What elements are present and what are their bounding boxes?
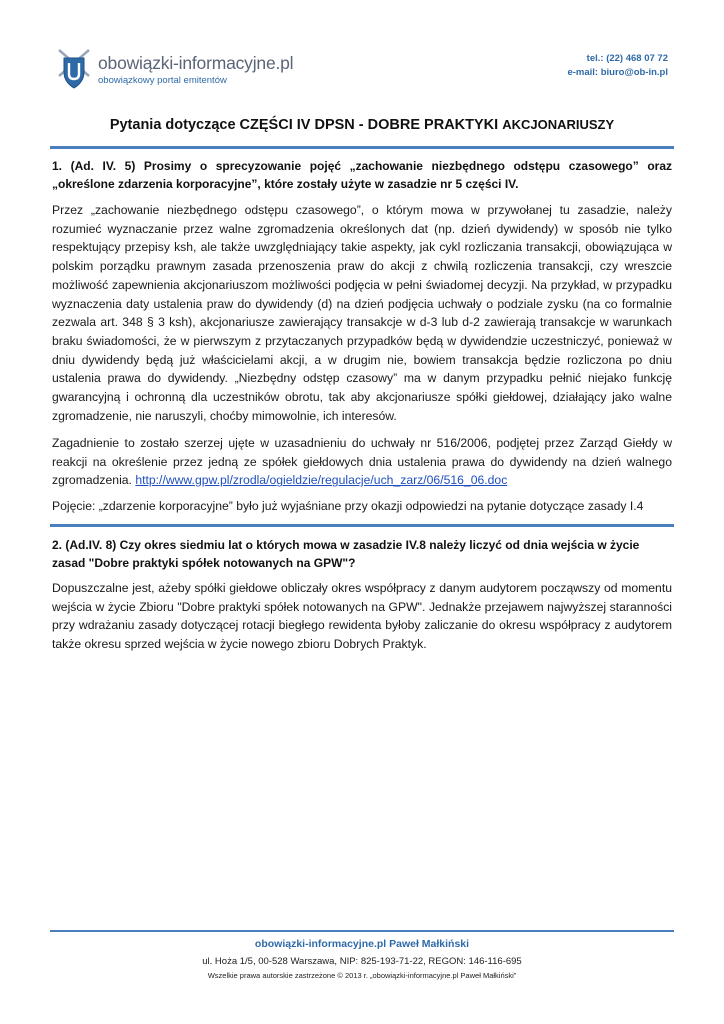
title-tail: AKCJONARIUSZY — [502, 117, 615, 132]
uchwala-516-link[interactable]: http://www.gpw.pl/zrodla/ogieldzie/regulacje/uch_zarz/06/516_06.doc — [135, 473, 508, 488]
section-divider — [50, 524, 674, 527]
question-1-heading: 1. (Ad. IV. 5) Prosimy o sprecyzowanie pojęć „zachowanie niezbędnego odstępu czasowego” oraz „określone zdarzenia korporacyjne”, które zostały użyte w zasadzie nr 5 części IV. — [52, 159, 672, 191]
logo-name: obowiązki-informacyjne.pl — [98, 53, 294, 73]
title-main: Pytania dotyczące CZĘŚCI IV DPSN - DOBRE PRAKTYKI — [109, 117, 499, 133]
question-1-reference-paragraph — [52, 434, 672, 490]
logo-tagline: obowiązkowy portal emitentów — [98, 75, 227, 86]
question-2-answer-paragraph: Dopuszczalne jest, ażeby spółki giełdowe obliczały okres współpracy z danym audytorem począwszy od momentu wejścia w życie Zbioru "Dobre praktyki spółek notowanych na GPW". Jednakże przejawem najwyższej staranności przy wdrażaniu zasady dotyczącej rotacji biegłego rewidenta byłoby zaliczanie do okresu współpracy z audytorem także okresu sprzed wejścia w życie nowego zbioru Dobrych Praktyk. — [52, 581, 672, 652]
footer-copyright: Wszelkie prawa autorskie zastrzeżone © 2013 r. „obowiązki-informacyjne.pl Paweł Małkiński” — [207, 971, 517, 980]
page-title — [52, 117, 672, 133]
section-divider — [50, 146, 674, 149]
reference-text: Zagadnienie to zostało szerzej ujęte w uzasadnieniu do uchwały nr 516/2006, podjętej przez Zarząd Giełdy w reakcji na określenie przez jedną ze spółek giełdowych dnia ustalenia prawa do dywidendy na dzień walnego zgromadzenia. — [52, 436, 672, 488]
footer-company: obowiązki-informacyjne.pl Paweł Małkiński — [254, 938, 470, 950]
shield-swords-icon — [56, 46, 92, 90]
email-text[interactable]: e-mail: biuro@ob-in.pl — [567, 67, 668, 78]
phone-text: tel.: (22) 468 07 72 — [586, 53, 668, 64]
footer-divider — [50, 930, 674, 932]
contact-info — [567, 52, 668, 80]
question-2-heading: 2. (Ad.IV. 8) Czy okres siedmiu lat o których mowa w zasadzie IV.8 należy liczyć od dnia wejścia w życie zasad "Dobre praktyki spółek notowanych na GPW"? — [52, 538, 640, 570]
question-1-note-paragraph: Pojęcie: „zdarzenie korporacyjne” było już wyjaśniane przy okazji odpowiedzi na pytanie dotyczące zasady I.4 — [52, 499, 644, 513]
site-logo[interactable] — [56, 46, 456, 92]
question-1-answer-paragraph: Przez „zachowanie niezbędnego odstępu czasowego”, o którym mowa w przywołanej tu zasadzie, należy rozumieć wyznaczanie przez walne zgromadzenia określonych dat (np. dzień dywidendy) w sposób nie tylko respektujący przepisy ksh, ale także uwzględniający takie aspekty, jak cykl rozliczania transakcji, obowiązująca w polskim porządku prawnym zasada przenoszenia praw do akcji z chwilą rozliczenia transakcji, czy wreszcie możliwość zapewnienia akcjonariuszom możliwości podjęcia w pełni świadomej decyzji. Na przykład, w przypadku wyznaczenia daty ustalenia praw do dywidendy (d) na dzień podjęcia uchwały o podziale zysku (na co formalnie zezwala art. 348 § 3 ksh), akcjonariusze zawierający transakcje w d-3 lub d-2 zawierają transakcje w warunkach braku świadomości, że w pierwszym z przytaczanych przypadków będą w dywidendzie uczestniczyć, ponieważ w dniu dywidendy będą już właścicielami akcji, a w drugim nie, bowiem transakcja będzie rozliczona po dniu ustalenia prawa do dywidendy. „Niezbędny odstęp czasowy” ma w danym przypadku pełnić niejako funkcję gwarancyjną i ochronną dla uczestników obrotu, tak aby akcjonariusze spółki giełdowej, działający jako walne zgromadzenie, nie naruszyli, choćby mimowolnie, ich interesów. — [52, 203, 672, 423]
footer-address: ul. Hoża 1/5, 00-528 Warszawa, NIP: 825-193-71-22, REGON: 146-116-695 — [202, 956, 522, 967]
page-header — [52, 40, 672, 90]
